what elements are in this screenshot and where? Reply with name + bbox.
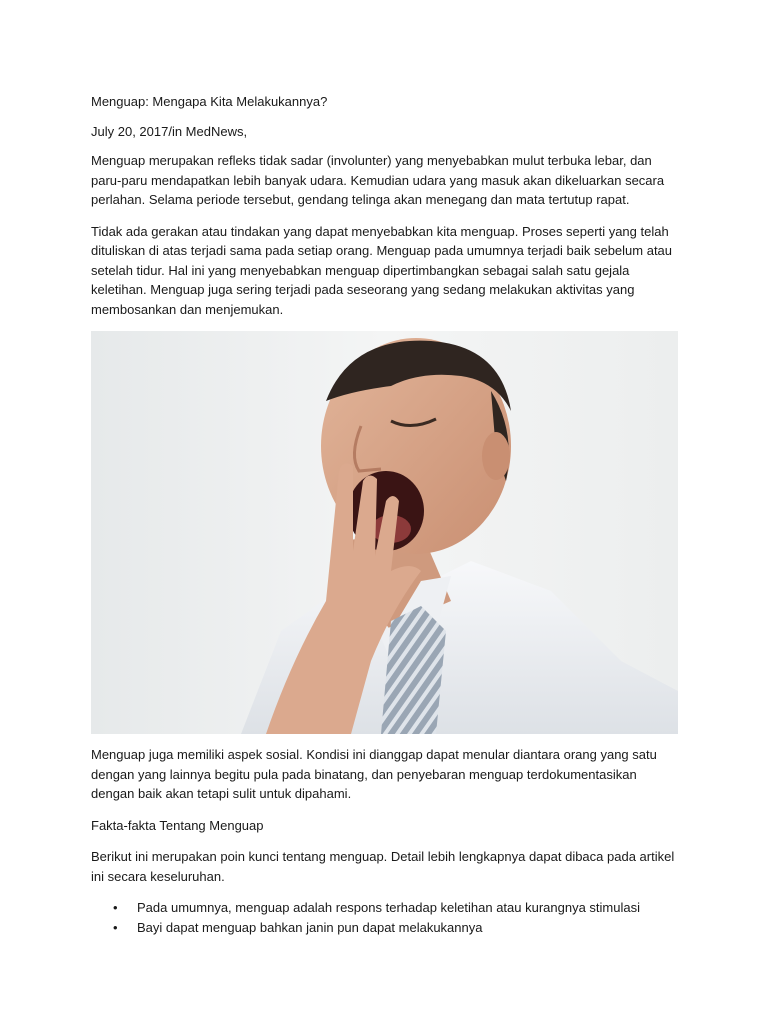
paragraph-causes: Tidak ada gerakan atau tindakan yang dapat menyebabkan kita menguap. Proses seperti yang telah dituliskan di atas terjadi sama pada setiap orang. Menguap pada umumnya terjadi baik sebelum atau setelah tidur. Hal ini yang menyebabkan menguap dipertimbangkan sebagai salah satu gejala keletihan. Menguap juga sering terjadi pada seseorang yang sedang melakukan aktivitas yang membosankan dan menjemukan. <box>91 223 673 317</box>
article-date-line: July 20, 2017/in MedNews, <box>91 123 248 139</box>
facts-list <box>91 898 678 937</box>
yawning-man-photo <box>91 331 678 734</box>
yawning-man-illustration <box>91 331 678 734</box>
section-heading-facts: Fakta-fakta Tentang Menguap <box>91 817 264 833</box>
paragraph-social: Menguap juga memiliki aspek sosial. Kondisi ini dianggap dapat menular diantara orang yang satu dengan yang lainnya begitu pula pada binatang, dan penyebaran menguap terdokumentasikan dengan baik akan tetapi sulit untuk dipahami. <box>91 747 657 801</box>
article-title: Menguap: Mengapa Kita Melakukannya? <box>91 94 328 109</box>
paragraph-intro: Menguap merupakan refleks tidak sadar (involunter) yang menyebabkan mulut terbuka lebar, dan paru-paru mendapatkan lebih banyak udara. Kemudian udara yang masuk akan dikeluarkan secara perlahan. Selama periode tersebut, gendang telinga akan menegang dan mata tertutup rapat. <box>91 153 665 207</box>
list-item: • Pada umumnya, menguap adalah respons terhadap keletihan atau kurangnya stimulasi <box>91 898 678 918</box>
list-item: • Bayi dapat menguap bahkan janin pun dapat melakukannya <box>91 918 678 938</box>
paragraph-key-points: Berikut ini merupakan poin kunci tentang menguap. Detail lebih lengkapnya dapat dibaca pada artikel ini secara keseluruhan. <box>91 849 675 884</box>
